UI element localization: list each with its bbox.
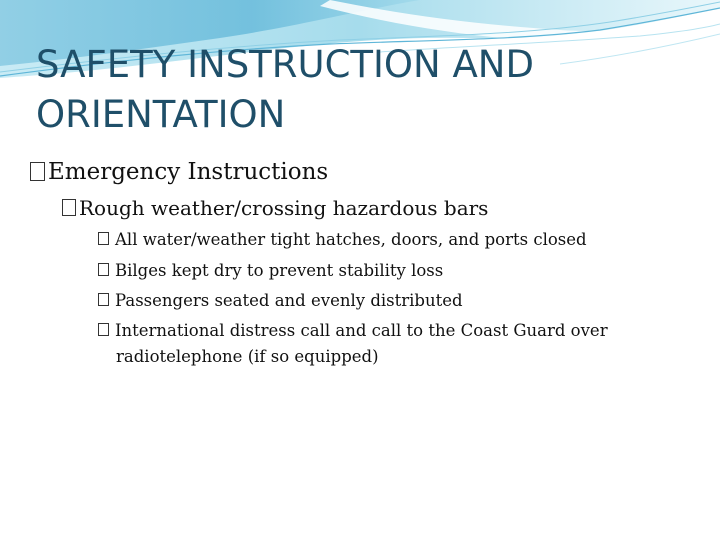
bullet-level-3-item-4 xyxy=(98,318,608,370)
missing-glyph-bullet-icon xyxy=(62,199,76,216)
bullet-level-3-item-3 xyxy=(98,288,463,314)
bullet-level-2-text: Rough weather/crossing hazardous bars xyxy=(79,196,489,220)
bullet-level-3-text: All water/weather tight hatches, doors, and ports closed xyxy=(115,230,587,249)
title-line-1: SAFETY INSTRUCTION AND xyxy=(36,43,534,86)
bullet-level-1 xyxy=(30,156,328,188)
bullet-level-3-text: Passengers seated and evenly distributed xyxy=(115,291,463,310)
missing-glyph-bullet-icon xyxy=(98,232,109,245)
missing-glyph-bullet-icon xyxy=(98,323,109,336)
bullet-level-3-text: Bilges kept dry to prevent stability loss xyxy=(115,261,444,280)
bullet-level-3-item-2 xyxy=(98,258,443,284)
bullet-level-3-item-1 xyxy=(98,227,587,253)
missing-glyph-bullet-icon xyxy=(98,263,109,276)
bullet-level-2 xyxy=(62,194,488,222)
bullet-level-3-continuation: radiotelephone (if so equipped) xyxy=(116,347,379,366)
bullet-level-3-text: International distress call and call to the Coast Guard over xyxy=(115,321,608,340)
slide-title xyxy=(36,40,676,140)
title-line-2: ORIENTATION xyxy=(36,93,286,136)
missing-glyph-bullet-icon xyxy=(30,162,45,181)
bullet-level-1-text: Emergency Instructions xyxy=(48,159,329,185)
missing-glyph-bullet-icon xyxy=(98,293,109,306)
